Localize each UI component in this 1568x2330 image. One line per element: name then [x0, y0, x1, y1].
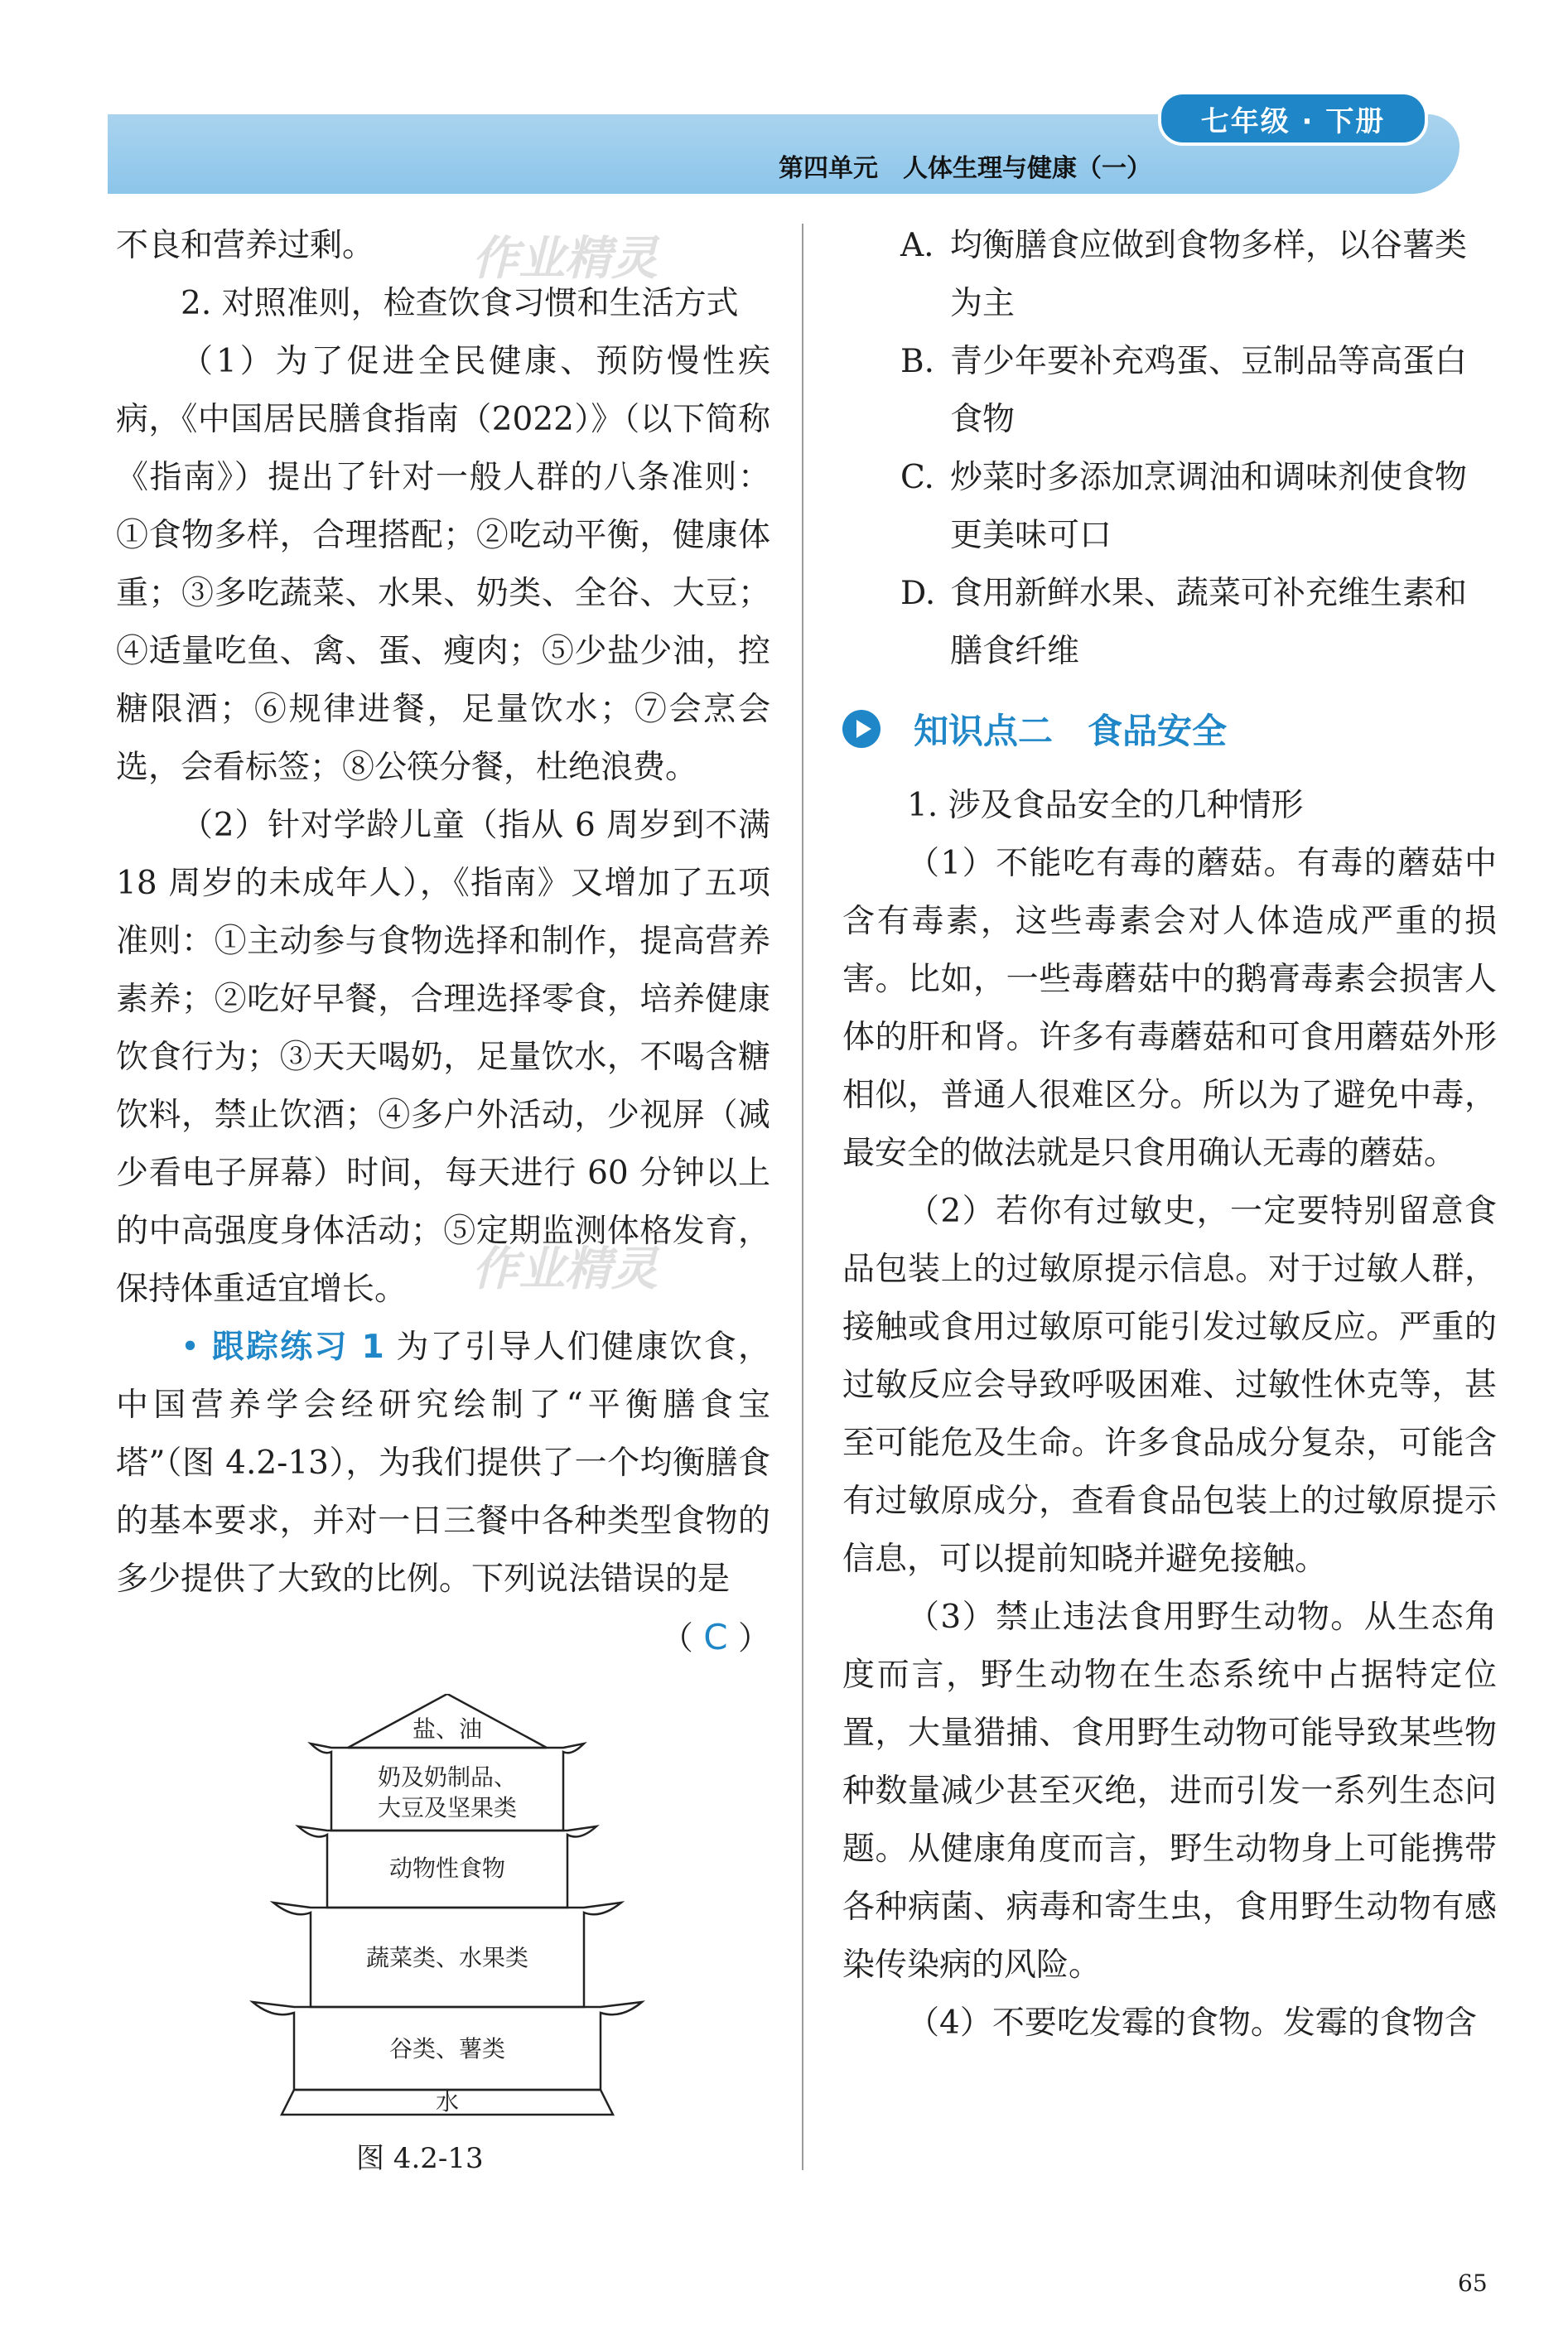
layer-label: 蔬菜类、水果类 [365, 1944, 529, 1971]
right-column [842, 217, 1497, 2053]
figure-caption: 图 4.2-13 [356, 2142, 484, 2175]
paragraph: （1）不能吃有毒的蘑菇。有毒的蘑菇中含有毒素，这些毒素会对人体造成严重的损害。比如，一些毒蘑菇中的鹅膏毒素会损害人体的肝和肾。许多有毒蘑菇和可食用蘑菇外形相似，普通人很难区分。所以为了避免中毒，最安全的做法就是只食用确认无毒的蘑菇。 [842, 845, 1497, 1172]
food-pagoda-figure [248, 1694, 646, 2125]
left-column [116, 217, 770, 1668]
knowledge-point-heading [842, 704, 1497, 754]
option-c: C. 炒菜时多添加烹调油和调味剂使食物更美味可口 [900, 459, 1468, 554]
option-a: A. 均衡膳食应做到食物多样，以谷薯类为主 [900, 227, 1468, 322]
layer-label: 盐、油 [412, 1715, 483, 1743]
answer-value: C [703, 1617, 728, 1657]
layer-label: 奶及奶制品、 [377, 1763, 518, 1791]
paragraph: （1）为了促进全民健康、预防慢性疾病，《中国居民膳食指南（2022）》（以下简称《指南》）提出了针对一般人群的八条准则：①食物多样，合理搭配；②吃动平衡，健康体重；③多吃蔬菜、水果、奶类、全谷、大豆；④适量吃鱼、禽、蛋、瘦肉；⑤少盐少油，控糖限酒；⑥规律进餐，足量饮水；⑦会烹会选，会看标签；⑧公筷分餐，杜绝浪费。 [116, 343, 770, 786]
answer-bracket: （ [660, 1620, 693, 1657]
paragraph: （2）若你有过敏史，一定要特别留意食品包装上的过敏原提示信息。对于过敏人群，接触或食用过敏原可能引发过敏反应。严重的过敏反应会导致呼吸困难、过敏性休克等，甚至可能危及生命。许多食品成分复杂，可能含有过敏原成分，查看食品包装上的过敏原提示信息，可以提前知晓并避免接触。 [842, 1193, 1497, 1578]
paragraph: 不良和营养过剩。 [116, 227, 375, 264]
exercise-text: 为了引导人们健康饮食，中国营养学会经研究绘制了“平衡膳食宝塔”（图 4.2-13），为我们提供了一个均衡膳食的基本要求，并对一日三餐中各种类型食物的多少提供了大致的比例。下列说法错误的是 [116, 1329, 771, 1598]
layer-label: 谷类、薯类 [388, 2035, 506, 2062]
page-number: 65 [1458, 2270, 1488, 2297]
section-heading: 2. 对照准则，检查饮食习惯和生活方式 [181, 285, 739, 322]
play-icon [842, 710, 880, 748]
layer-label: 水 [435, 2088, 460, 2115]
option-b: B. 青少年要补充鸡蛋、豆制品等高蛋白食物 [900, 343, 1468, 438]
unit-title: 第四单元 人体生理与健康（一） [779, 154, 1151, 183]
layer-label: 大豆及坚果类 [377, 1794, 518, 1821]
knowledge-point-title: 知识点二 食品安全 [914, 711, 1228, 751]
column-divider [802, 224, 803, 2170]
paragraph: （3）禁止违法食用野生动物。从生态角度而言，野生动物在生态系统中占据特定位置，大量猎捕、食用野生动物可能导致某些物种数量减少甚至灭绝，进而引发一系列生态问题。从健康角度而言，野生动物身上可能携带各种病菌、病毒和寄生虫，食用野生动物有感染传染病的风险。 [842, 1599, 1497, 1984]
watermark: 作业精灵 [472, 232, 658, 286]
option-d: D. 食用新鲜水果、蔬菜可补充维生素和膳食纤维 [900, 575, 1468, 670]
exercise-label: 跟踪练习 1 [211, 1329, 384, 1366]
section-heading: 1. 涉及食品安全的几种情形 [907, 787, 1304, 824]
answer-row [116, 1609, 770, 1668]
watermark: 作业精灵 [472, 1242, 658, 1296]
layer-label: 动物性食物 [388, 1855, 506, 1882]
paragraph: （4）不要吃发霉的食物。发霉的食物含 [907, 2004, 1477, 2042]
grade-tab: 七年级 · 下册 [1158, 91, 1428, 146]
exercise [116, 1319, 770, 1609]
paragraph: （2）针对学龄儿童（指从 6 周岁到不满 18 周岁的未成年人），《指南》又增加了五项准则：①主动参与食物选择和制作，提高营养素养；②吃好早餐，合理选择零食，培养健康饮食行为；③天天喝奶，足量饮水，不喝含糖饮料，禁止饮酒；④多户外活动，少视屏（减少看电子屏幕）时间，每天进行 60 分钟以上的中高强度身体活动；⑤定期监测体格发育，保持体重适宜增长。 [116, 807, 770, 1308]
exercise-bullet: • [181, 1329, 200, 1366]
answer-bracket: ） [737, 1620, 770, 1657]
